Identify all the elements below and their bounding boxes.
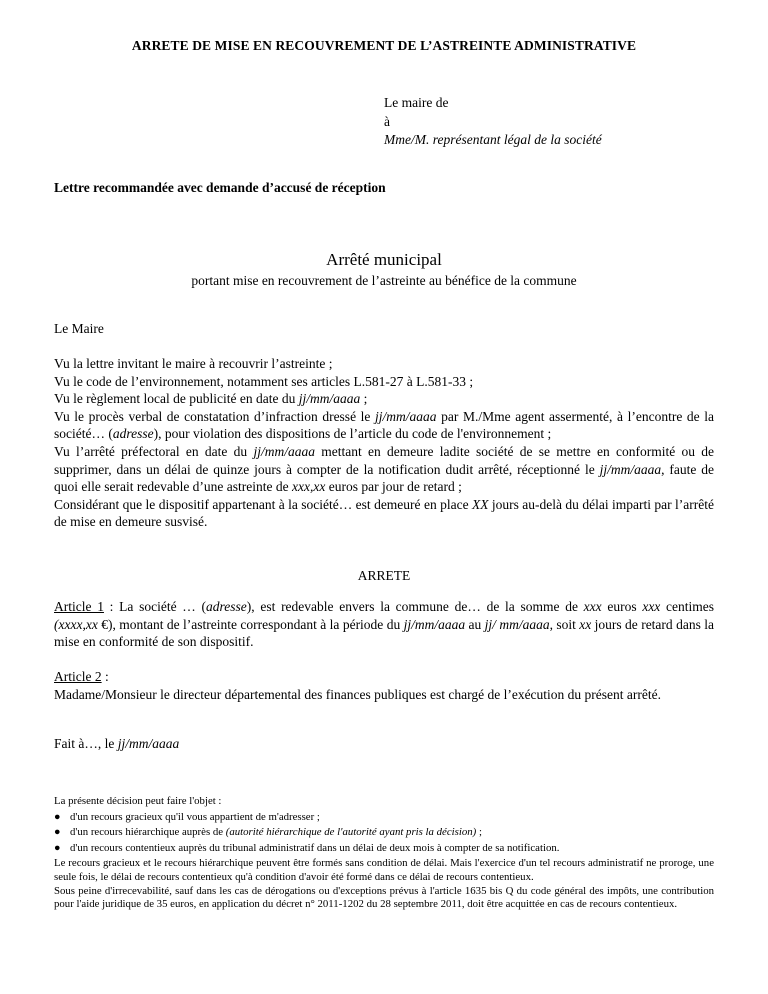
address-block (384, 94, 602, 150)
list-item: ● d'un recours gracieux qu'il vous appartient de m'adresser ; (54, 810, 320, 823)
document-title: ARRETE DE MISE EN RECOUVREMENT DE L’ASTREINTE ADMINISTRATIVE (131, 38, 637, 53)
recourse-list (54, 811, 714, 856)
address-line-recipient: Mme/M. représentant légal de la société (384, 132, 602, 147)
bullet-icon: ● (54, 810, 61, 823)
fait-a-line: Fait à…, le jj/mm/aaaa (54, 736, 180, 751)
list-item: ● d'un recours hiérarchique auprès de (autorité hiérarchique de l'autorité ayant pris la décision) ; (54, 826, 482, 839)
vu-code: Vu le code de l’environnement, notamment ses articles L.581-27 à L.581-33 ; (54, 373, 474, 389)
vu-proces-verbal: Vu le procès verbal de constatation d’infraction dressé le jj/mm/aaaa par M./Mme agent assermenté, à l’encontre de la société… (adresse), pour violation des dispositions de l’article du code de l'environnement ; (54, 408, 715, 442)
registered-letter-notice: Lettre recommandée avec demande d’accusé de réception (54, 180, 386, 195)
decree-title: Arrêté municipal (326, 250, 442, 269)
bullet-icon: ● (54, 841, 61, 854)
vu-arrete-prefectoral: Vu l’arrêté préfectoral en date du jj/mm/aaaa mettant en demeure ladite société de se mettre en conformité ou de supprimer, dans un délai de quinze jours à compter de la notification dudit arrêté, réceptionné le jj/mm/aaaa, faute de quoi elle serait redevable d’une astreinte de xxx,xx euros par jour de retard ; (54, 443, 714, 495)
mentions-intro: La présente décision peut faire l'objet : (54, 795, 222, 807)
article-2-label: Article 2 (54, 669, 102, 684)
vu-reglement: Vu le règlement local de publicité en date du jj/mm/aaaa ; (54, 391, 368, 407)
list-item: ● d'un recours contentieux auprès du tribunal administratif dans un délai de deux mois à compter de sa notification. (54, 841, 560, 854)
mentions-paragraph-2: Sous peine d'irrecevabilité, sauf dans les cas de dérogations ou d'exceptions prévus à l'article 1635 bis Q du code général des impôts, une contribution pour l'aide juridique de 35 euros, en application du décret n° 2011-1202 du 28 septembre 2011, doit être acquittée en cas de recours contentieux. (54, 884, 714, 911)
article-1-label: Article 1 (54, 599, 104, 614)
article-2-text: Madame/Monsieur le directeur départemental des finances publiques est chargé de l’exécution du présent arrêté. (54, 686, 662, 702)
decree-subtitle: portant mise en recouvrement de l’astreinte au bénéfice de la commune (191, 273, 577, 288)
address-line-maire: Le maire de (384, 95, 449, 110)
arrete-heading: ARRETE (357, 568, 411, 583)
vu-lettre: Vu la lettre invitant le maire à recouvrir l’astreinte ; (54, 356, 333, 371)
le-maire-heading: Le Maire (54, 321, 104, 336)
article-2: Article 2 : Madame/Monsieur le directeur départemental des finances publiques est chargé de l’exécution du présent arrêté. (54, 668, 714, 703)
legal-mentions (54, 795, 714, 912)
bullet-icon: ● (54, 826, 61, 839)
considerant: Considérant que le dispositif appartenant à la société… est demeuré en place XX jours au-delà du délai imparti par l’arrêté de mise en demeure susvisé. (54, 496, 714, 530)
mentions-paragraph-1: Le recours gracieux et le recours hiérarchique peuvent être formés sans condition de délai. Mais l'exercice d'un tel recours administratif ne proroge, une seule fois, le délai de recours contentieux qu'à condition d'avoir été formé dans ce délai de recours contentieux. (54, 857, 714, 883)
article-1: Article 1 : La société … (adresse), est redevable envers la commune de… de la somme de xxx euros xxx centimes (xxxx,xx €), montant de l’astreinte correspondant à la période du jj/mm/aaaa au jj/ mm/aaaa, soit xx jours de retard dans la mise en conformité de son dispositif. (54, 599, 715, 650)
address-line-a: à (384, 113, 390, 129)
considerations-block (54, 355, 714, 531)
